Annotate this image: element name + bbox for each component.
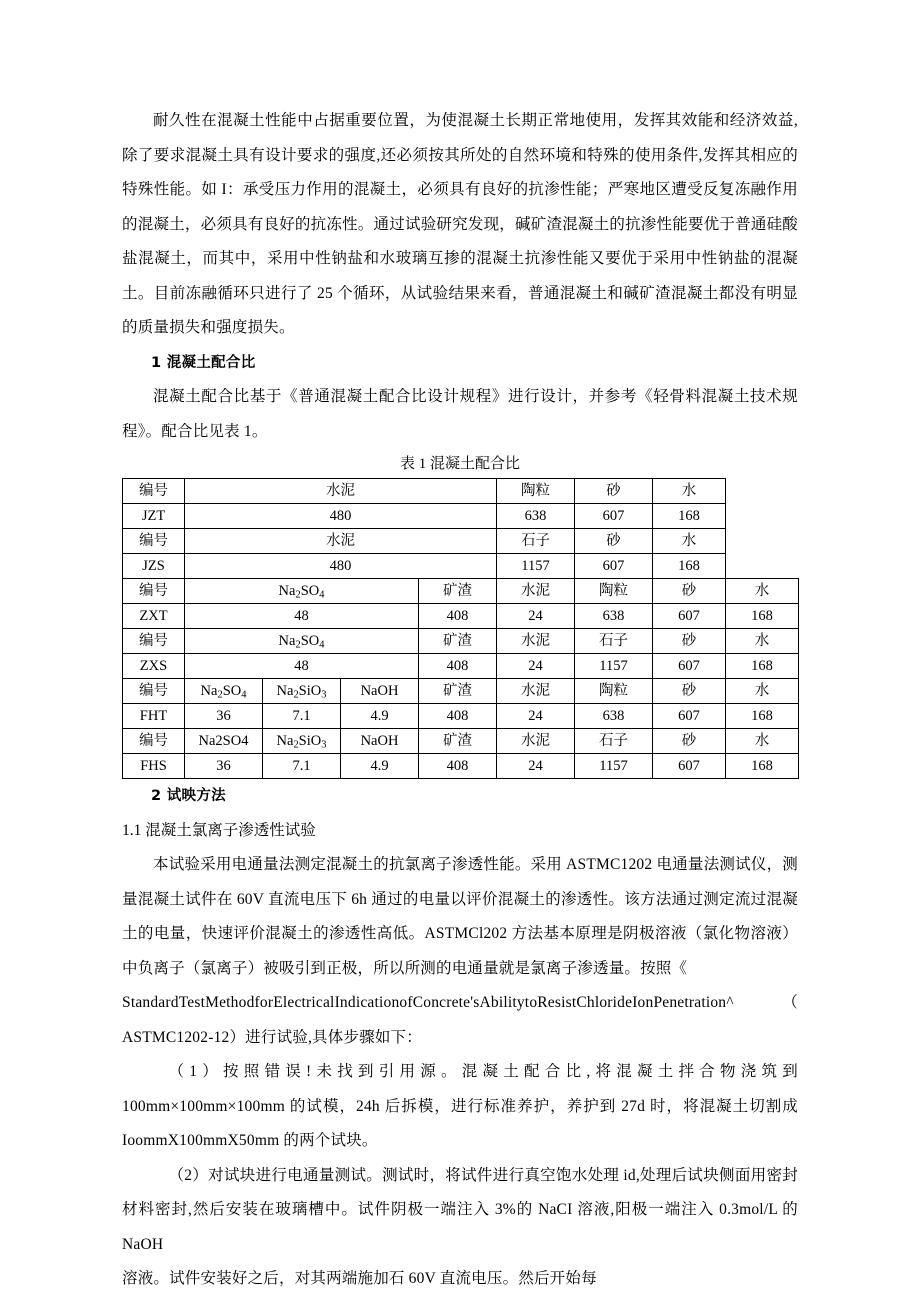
table-header-cell: NaOH [341,729,419,754]
table-header-cell: 矿渣 [419,679,497,704]
table-header-cell: 水 [653,529,726,554]
table-data-cell: 638 [575,704,653,729]
table-header-cell: 编号 [123,729,185,754]
table-header-cell: 水 [653,479,726,504]
standard-tail-line: ASTMC1202-12）进行试验,具体步骤如下： [122,1028,422,1046]
table-header-cell: 石子 [575,729,653,754]
table-header-cell: 砂 [653,579,726,604]
mix-table-body [123,479,799,779]
table-header-cell: $Na_2SiO_3$ [263,729,341,754]
document-content [122,104,798,1297]
table-header-cell: 石子 [497,529,575,554]
table-header-cell: 砂 [653,629,726,654]
step-1-paragraph: （1）按照错误!未找到引用源。混凝土配合比,将混凝土拌合物浇筑到 100mm×100mm×100mm 的试模，24h 后拆模，进行标准养护，养护到 27d 时，将混凝土切割成 IoommX100mmX50mm 的两个试块。 [122,1063,798,1149]
table-data-cell: 4.9 [341,754,419,779]
table-header-cell: 砂 [653,679,726,704]
table-header-cell: 水 [726,729,799,754]
table-data-cell: 24 [497,654,575,679]
table-header-cell: 水泥 [185,529,497,554]
table-data-cell: ZXS [123,654,185,679]
table-header-cell: 编号 [123,629,185,654]
table-data-cell: FHS [123,754,185,779]
heading-subsection-1-1: 1.1 混凝土氯离子渗透性试验 [122,821,316,839]
step-2-paragraph: （2）对试块进行电通量测试。测试时，将试件进行真空饱水处理 id,处理后试块侧面用密封材料密封,然后安装在玻璃槽中。试件阴极一端注入 3%的 NaCI 溶液,阳极一端注入 0.3mol/L 的 NaOH [122,1166,798,1253]
table-row [123,729,799,754]
table-data-cell: 48 [185,654,419,679]
table-data-cell: 408 [419,754,497,779]
table-row [123,704,799,729]
table-caption: 表 1 混凝土配合比 [399,456,520,472]
table-data-cell: 4.9 [341,704,419,729]
table-header-cell: 砂 [653,729,726,754]
table-row [123,554,799,579]
table-row [123,579,799,604]
standard-paren-open: （ [782,994,798,1011]
table-data-cell: 1157 [497,554,575,579]
table-data-cell: 607 [653,754,726,779]
heading-section-2: 2 试映方法 [151,788,226,804]
table-data-cell: FHT [123,704,185,729]
table-row [123,654,799,679]
table-header-cell: 砂 [575,479,653,504]
table-header-cell: $Na_2SO_4$ [185,679,263,704]
table-header-cell: 水泥 [497,629,575,654]
table-header-cell: $Na_2SiO_3$ [263,679,341,704]
table-data-cell: 168 [726,754,799,779]
table-data-cell: 607 [653,654,726,679]
table-data-cell: JZS [123,554,185,579]
mix-proportion-table [122,478,799,779]
table-data-cell: 638 [497,504,575,529]
table-data-cell: 480 [185,554,497,579]
intro-paragraph: 耐久性在混凝土性能中占据重要位置，为使混凝土长期正常地使用，发挥其效能和经济效益,除了要求混凝土具有设计要求的强度,还必须按其所处的自然环境和特殊的使用条件,发挥其相应的特殊性能。如 I：承受压力作用的混凝土，必须具有良好的抗渗性能；严寒地区遭受反复冻融作用的混凝土，必须具有良好的抗冻性。通过试验研究发现，碱矿渣混凝土的抗渗性能要优于普通硅酸盐混凝土，而其中，采用中性钠盐和水玻璃互掺的混凝土抗渗性能又要优于采用中性钠盐的混凝土。目前冻融循环只进行了 25 个循环，从试验结果来看，普通混凝土和碱矿渣混凝土都没有明显的质量损失和强度损失。 [122,112,798,336]
standard-name-line [122,986,798,1021]
table-data-cell: 607 [575,504,653,529]
table-header-cell: 陶粒 [575,579,653,604]
table-data-cell: 7.1 [263,704,341,729]
table-data-cell: 48 [185,604,419,629]
table-header-cell: 水 [726,579,799,604]
table-row [123,604,799,629]
table-data-cell: 168 [726,604,799,629]
table-data-cell: 1157 [575,654,653,679]
table-data-cell: 1157 [575,754,653,779]
table-header-cell: $Na_2SO_4$ [185,579,419,604]
table-header-cell: 水泥 [497,729,575,754]
table-data-cell: ZXT [123,604,185,629]
table-row [123,479,799,504]
table-data-cell: 607 [653,704,726,729]
table-data-cell: 168 [726,704,799,729]
test-method-paragraph: 本试验采用电通量法测定混凝土的抗氯离子渗透性能。采用 ASTMC1202 电通量法测试仪，测量混凝土试件在 60V 直流电压下 6h 通过的电量以评价混凝土的渗透性。该方法通过测定流过混凝土的电量，快速评价混凝土的渗透性高低。ASTMCl202 方法基本原理是阴极溶液（氯化物溶液）中负离子（氯离子）被吸引到正极，所以所测的电通量就是氯离子渗透量。按照《 [122,856,798,977]
step-2-continued: 溶液。试件安装好之后，对其两端施加石 60V 直流电压。然后开始每 [122,1270,597,1287]
table-data-cell: JZT [123,504,185,529]
table-data-cell: 638 [575,604,653,629]
table-header-cell: 水泥 [497,579,575,604]
table-header-cell: 编号 [123,579,185,604]
table-header-cell: 水 [726,679,799,704]
table-header-cell: 陶粒 [497,479,575,504]
table-header-cell: NaOH [341,679,419,704]
table-data-cell: 408 [419,604,497,629]
table-header-cell: 编号 [123,479,185,504]
table-header-cell: $Na_2SO_4$ [185,629,419,654]
table-header-cell: 编号 [123,529,185,554]
table-data-cell: 408 [419,704,497,729]
table-data-cell: 168 [653,504,726,529]
heading-section-1: 1 混凝土配合比 [151,354,256,371]
table-row [123,629,799,654]
table-header-cell: 石子 [575,629,653,654]
table-row [123,529,799,554]
table-data-cell: 36 [185,704,263,729]
table-header-cell: 水泥 [497,679,575,704]
table-data-cell: 36 [185,754,263,779]
table-data-cell: 168 [726,654,799,679]
table-data-cell: 24 [497,704,575,729]
table-header-cell: 矿渣 [419,729,497,754]
table-header-cell: 水泥 [185,479,497,504]
table-row [123,679,799,704]
table-header-cell: Na2SO4 [185,729,263,754]
table-data-cell: 607 [575,554,653,579]
mix-ratio-paragraph: 混凝土配合比基于《普通混凝土配合比设计规程》进行设计，并参考《轻骨料混凝土技术规程》。配合比见表 1。 [122,388,798,440]
table-row [123,754,799,779]
table-data-cell: 24 [497,754,575,779]
standard-name-text: StandardTestMethodforElectricalIndicationofConcrete'sAbilitytoResistChlorideIonPenetration^ [122,994,734,1011]
table-header-cell: 砂 [575,529,653,554]
table-data-cell: 408 [419,654,497,679]
table-header-cell: 编号 [123,679,185,704]
table-data-cell: 168 [653,554,726,579]
table-header-cell: 水 [726,629,799,654]
table-row [123,504,799,529]
table-data-cell: 7.1 [263,754,341,779]
table-data-cell: 24 [497,604,575,629]
table-header-cell: 陶粒 [575,679,653,704]
table-data-cell: 607 [653,604,726,629]
table-header-cell: 矿渣 [419,629,497,654]
table-data-cell: 480 [185,504,497,529]
table-header-cell: 矿渣 [419,579,497,604]
